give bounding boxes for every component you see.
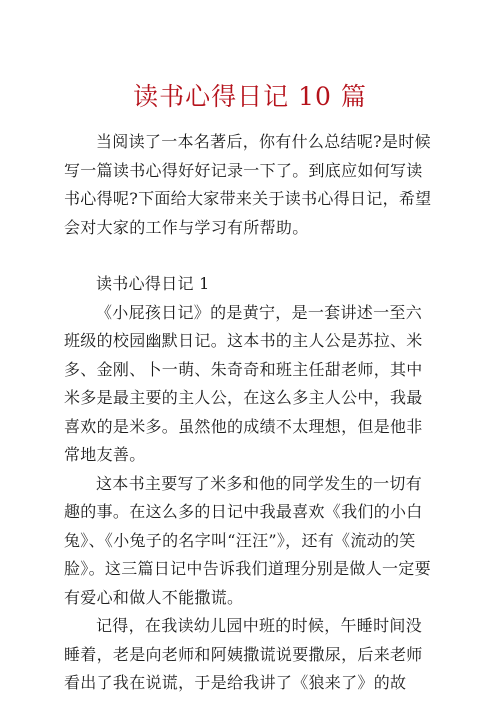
document-title: 读书心得日记 10 篇: [133, 82, 367, 111]
body-paragraph: 《小屁孩日记》的是黄宁，是一套讲述一至六班级的校园幽默日记。这本书的主人公是苏拉、米多、金刚、卜一萌、朱奇奇和班主任甜老师，其中米多是最主要的主人公，在这么多主人公中，我最喜欢的是米多。虽然他的成绩不太理想，但是他非常地友善。: [64, 302, 423, 464]
section-spacer: [64, 242, 436, 270]
intro-paragraph: 当阅读了一本名著后，你有什么总结呢?是时候写一篇读书心得好好记录一下了。到底应如何写读书心得呢?下面给大家带来关于读书心得日记，希望会对大家的工作与学习有所帮助。: [64, 132, 432, 237]
section-heading: 读书心得日记 1: [96, 274, 210, 293]
body-paragraph: 记得，在我读幼儿园中班的时候，午睡时间没睡着，老是向老师和阿姨撒谎说要撒尿，后来老师看出了我在说谎，于是给我讲了《狼来了》的故: [64, 616, 423, 692]
body-paragraph: 这本书主要写了米多和他的同学发生的一切有趣的事。在这么多的日记中我最喜欢《我们的小白兔》、《小兔子的名字叫“汪汪”》，还有《流动的笑脸》。这三篇日记中告诉我们道理分别是做人一定要有爱心和做人不能撒谎。: [64, 473, 431, 607]
